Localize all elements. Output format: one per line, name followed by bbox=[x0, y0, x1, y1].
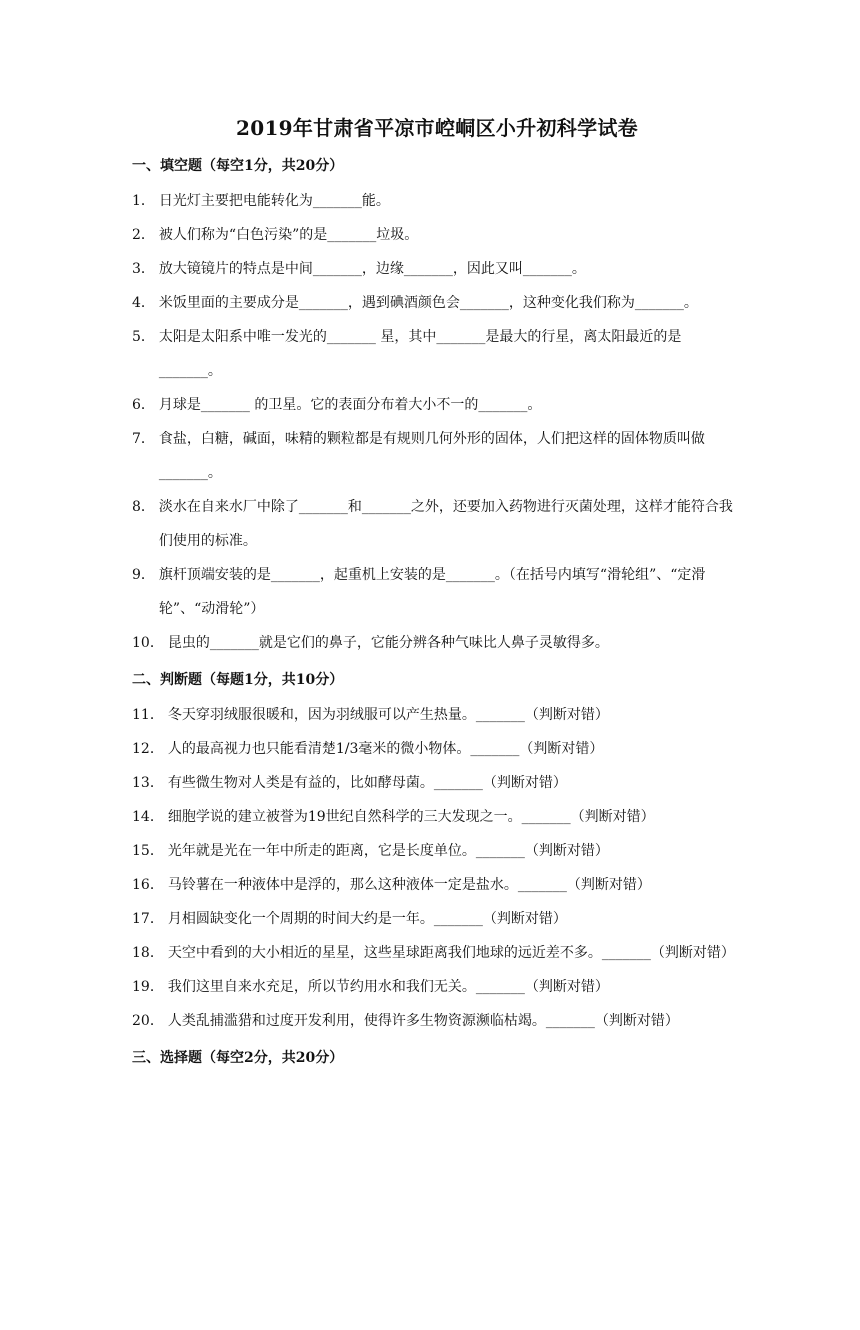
question-item bbox=[132, 422, 742, 490]
question-text: 细胞学说的建立被誉为19世纪自然科学的三大发现之一。_______（判断对错） bbox=[167, 809, 655, 825]
question-list-fill-blank bbox=[132, 184, 742, 660]
question-number: 7． bbox=[132, 431, 155, 447]
question-number: 10． bbox=[132, 635, 164, 651]
section-heading-true-false: 二、判断题（每题1分，共10分） bbox=[132, 672, 344, 688]
question-item bbox=[132, 626, 742, 660]
question-item bbox=[132, 800, 742, 834]
question-number: 8． bbox=[132, 499, 155, 515]
question-text: 月球是_______ 的卫星。它的表面分布着大小不一的_______。 bbox=[158, 397, 542, 413]
question-number: 3． bbox=[132, 261, 155, 277]
question-item bbox=[132, 732, 742, 766]
question-text: 月相圆缺变化一个周期的时间大约是一年。_______（判断对错） bbox=[167, 911, 567, 927]
question-item bbox=[132, 490, 742, 558]
question-item bbox=[132, 766, 742, 800]
question-number: 1． bbox=[132, 193, 155, 209]
question-text: 天空中看到的大小相近的星星，这些星球距离我们地球的远近差不多。_______（判断对错） bbox=[167, 945, 735, 961]
question-item bbox=[132, 936, 742, 970]
question-item bbox=[132, 184, 742, 218]
question-text: 被人们称为“白色污染”的是_______垃圾。 bbox=[158, 227, 419, 243]
question-item bbox=[132, 218, 742, 252]
section-heading-fill-blank: 一、填空题（每空1分，共20分） bbox=[132, 158, 344, 174]
question-text: 食盐，白糖，碱面，味精的颗粒都是有规则几何外形的固体，人们把这样的固体物质叫做_______。 bbox=[158, 431, 705, 481]
question-item bbox=[132, 1004, 742, 1038]
question-number: 13． bbox=[132, 775, 164, 791]
question-number: 11． bbox=[132, 707, 164, 723]
question-number: 2． bbox=[132, 227, 155, 243]
question-item bbox=[132, 558, 742, 626]
question-text: 日光灯主要把电能转化为_______能。 bbox=[158, 193, 390, 209]
question-number: 12． bbox=[132, 741, 164, 757]
question-item bbox=[132, 698, 742, 732]
question-item bbox=[132, 868, 742, 902]
page-title: 2019年甘肃省平凉市崆峒区小升初科学试卷 bbox=[236, 116, 638, 140]
question-number: 5． bbox=[132, 329, 155, 345]
question-text: 米饭里面的主要成分是_______，遇到碘酒颜色会_______，这种变化我们称为_______。 bbox=[158, 295, 698, 311]
question-text: 马铃薯在一种液体中是浮的，那么这种液体一定是盐水。_______（判断对错） bbox=[167, 877, 651, 893]
question-number: 19． bbox=[132, 979, 164, 995]
question-item bbox=[132, 902, 742, 936]
question-item bbox=[132, 834, 742, 868]
question-text: 放大镜镜片的特点是中间_______，边缘_______，因此又叫_______。 bbox=[158, 261, 586, 277]
question-number: 15． bbox=[132, 843, 164, 859]
question-number: 17． bbox=[132, 911, 164, 927]
question-text: 我们这里自来水充足，所以节约用水和我们无关。_______（判断对错） bbox=[167, 979, 609, 995]
question-number: 14． bbox=[132, 809, 164, 825]
question-item bbox=[132, 388, 742, 422]
question-text: 冬天穿羽绒服很暖和，因为羽绒服可以产生热量。_______（判断对错） bbox=[167, 707, 609, 723]
question-text: 有些微生物对人类是有益的，比如酵母菌。_______（判断对错） bbox=[167, 775, 567, 791]
question-text: 淡水在自来水厂中除了_______和_______之外，还要加入药物进行灭菌处理，这样才能符合我们使用的标准。 bbox=[158, 499, 733, 549]
section-heading-multiple-choice: 三、选择题（每空2分，共20分） bbox=[132, 1050, 344, 1066]
question-text: 人类乱捕滥猎和过度开发利用，使得许多生物资源濒临枯竭。_______（判断对错） bbox=[167, 1013, 679, 1029]
question-number: 16． bbox=[132, 877, 164, 893]
question-number: 18． bbox=[132, 945, 164, 961]
question-text: 旗杆顶端安装的是_______，起重机上安装的是_______。（在括号内填写“滑轮组”、“定滑轮”、“动滑轮”） bbox=[158, 567, 706, 617]
question-item bbox=[132, 320, 742, 388]
question-item bbox=[132, 286, 742, 320]
question-number: 4． bbox=[132, 295, 155, 311]
question-number: 6． bbox=[132, 397, 155, 413]
question-number: 9． bbox=[132, 567, 155, 583]
question-text: 昆虫的_______就是它们的鼻子，它能分辨各种气味比人鼻子灵敏得多。 bbox=[167, 635, 609, 651]
exam-page bbox=[0, 114, 860, 1330]
question-text: 光年就是光在一年中所走的距离，它是长度单位。_______（判断对错） bbox=[167, 843, 609, 859]
question-item bbox=[132, 252, 742, 286]
question-text: 人的最高视力也只能看清楚1/3毫米的微小物体。_______（判断对错） bbox=[167, 741, 604, 757]
question-item bbox=[132, 970, 742, 1004]
question-number: 20． bbox=[132, 1013, 164, 1029]
question-text: 太阳是太阳系中唯一发光的_______ 星，其中_______是最大的行星，离太阳最近的是_______。 bbox=[158, 329, 682, 379]
question-list-true-false bbox=[132, 698, 742, 1038]
